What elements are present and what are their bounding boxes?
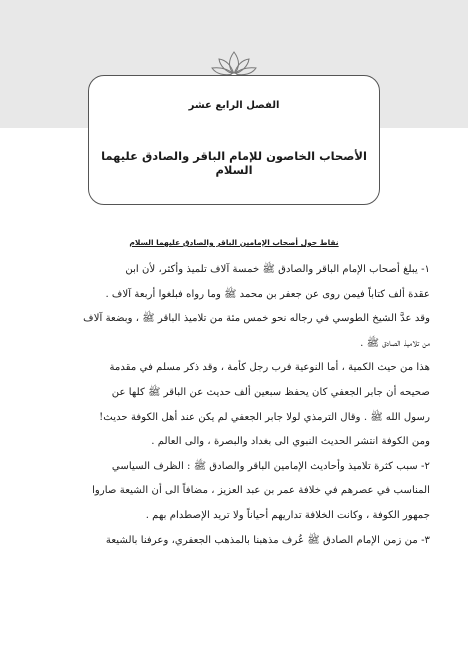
- text-line: هذا من حيث الكمية ، أما النوعية فرب رجل كأمة ، وقد ذكر مسلم في مقدمة: [109, 362, 430, 374]
- chapter-title: الفصل الرابع عشر: [188, 100, 280, 111]
- text-line: صحيحه أن جابر الجعفي كان يحفظ سبعين ألف حديث عن الباقر ﷺ كلها عن: [111, 386, 430, 398]
- text-line: جمهور الكوفة ، وكانت الخلافة تداريهم أحياناً ولا تريد الإصطدام بهم .: [145, 509, 430, 521]
- text-line: رسول الله ﷺ . وقال الترمذي لولا جابر الجعفي لم يكن عند أهل الكوفة حديث!: [99, 411, 430, 423]
- text-line: من تلاميذ الصادق ﷺ .: [360, 337, 430, 349]
- chapter-subtitle: الأصحاب الخاصون للإمام الباقر والصادق عليهما السلام: [101, 149, 367, 177]
- text-line: ومن الكوفة انتشر الحديث النبوي الى بغداد والبصرة ، والى العالم .: [151, 436, 430, 448]
- text-line: ١- يبلغ أصحاب الإمام الباقر والصادق ﷺ خمسة آلاف تلميذ وأكثر، لأن ابن: [125, 264, 430, 275]
- text-line: ٢- سبب كثرة تلاميذ وأحاديث الإمامين الباقر والصادق ﷺ : الظرف السياسي: [111, 460, 430, 472]
- section-heading: نقاط حول أصحاب الإمامين الباقر والصادق عليهما السلام: [129, 238, 339, 247]
- text-line: وقد عدَّ الشيخ الطوسي في رجاله نحو خمس مئة من تلاميذ الباقر ﷺ ، وبضعة آلاف: [83, 313, 430, 325]
- text-line: ٣- من زمن الإمام الصادق ﷺ عُرف مذهبنا بالمذهب الجعفري، وعرفنا بالشيعة: [105, 534, 430, 546]
- text-line: عقدة ألف كتاباً فيمن روى عن جعفر بن محمد ﷺ وما رواه فبلغوا أربعة آلاف .: [105, 288, 430, 300]
- body-text: [38, 258, 430, 553]
- text-line: المناسب في عصرهم في خلافة عمر بن عبد العزيز ، مضافاً الى أن الشيعة صاروا: [92, 485, 430, 497]
- chapter-title-box: [88, 75, 380, 205]
